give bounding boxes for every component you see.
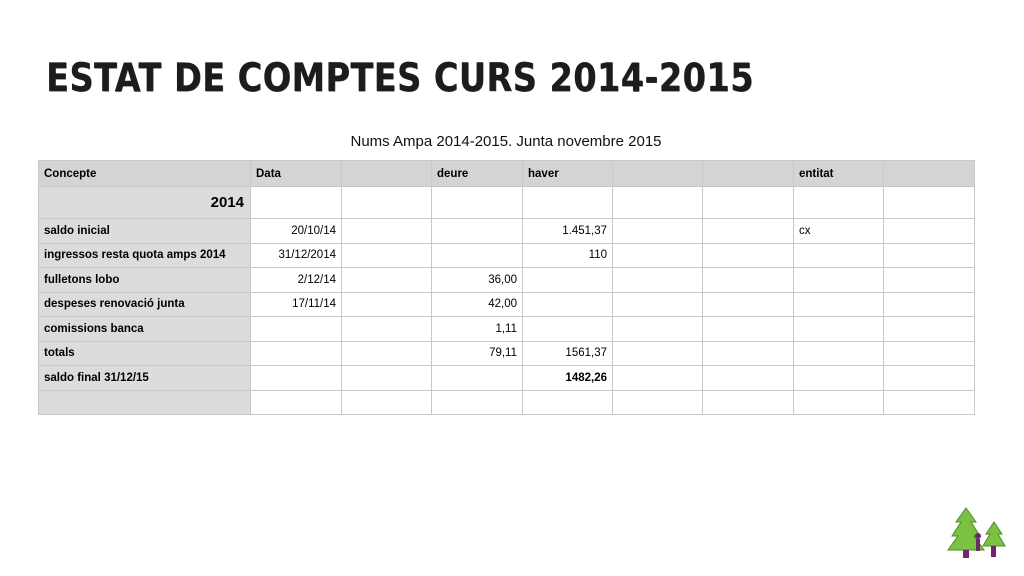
header-empty-4 xyxy=(884,161,975,187)
concepte-cell: saldo inicial xyxy=(39,219,251,244)
cell xyxy=(342,187,432,219)
table-row xyxy=(39,390,975,415)
cell xyxy=(884,317,975,342)
concepte-cell: totals xyxy=(39,341,251,366)
table-row xyxy=(39,341,975,366)
cell xyxy=(613,292,703,317)
haver-cell: 1482,26 xyxy=(523,366,613,391)
cell xyxy=(884,341,975,366)
haver-cell: 1561,37 xyxy=(523,341,613,366)
table-row xyxy=(39,268,975,293)
cell xyxy=(342,390,432,415)
cell xyxy=(342,292,432,317)
table-caption: Nums Ampa 2014-2015. Junta novembre 2015 xyxy=(350,133,662,150)
cell xyxy=(884,219,975,244)
deure-cell: 36,00 xyxy=(432,268,523,293)
cell xyxy=(523,187,613,219)
cell xyxy=(613,219,703,244)
header-row xyxy=(39,161,975,187)
header-entitat: entitat xyxy=(794,161,884,187)
slide-title: ESTAT DE COMPTES CURS 2014-2015 xyxy=(46,56,754,101)
data-cell xyxy=(251,366,342,391)
entitat-cell xyxy=(794,317,884,342)
header-deure: deure xyxy=(432,161,523,187)
header-empty-3 xyxy=(703,161,794,187)
data-cell xyxy=(251,317,342,342)
cell xyxy=(703,366,794,391)
cell xyxy=(613,390,703,415)
year-label: 2014 xyxy=(39,187,251,219)
cell xyxy=(794,187,884,219)
header-empty-1 xyxy=(342,161,432,187)
data-cell: 17/11/14 xyxy=(251,292,342,317)
cell xyxy=(703,292,794,317)
deure-cell: 1,11 xyxy=(432,317,523,342)
concepte-cell: saldo final 31/12/15 xyxy=(39,366,251,391)
cell xyxy=(703,243,794,268)
table-row xyxy=(39,366,975,391)
haver-cell: 110 xyxy=(523,243,613,268)
data-cell: 2/12/14 xyxy=(251,268,342,293)
cell xyxy=(884,243,975,268)
table-row xyxy=(39,292,975,317)
concepte-cell: ingressos resta quota amps 2014 xyxy=(39,243,251,268)
accounts-table xyxy=(38,160,975,415)
cell xyxy=(432,187,523,219)
table-row xyxy=(39,219,975,244)
deure-cell xyxy=(432,219,523,244)
entitat-cell xyxy=(794,390,884,415)
table-row xyxy=(39,317,975,342)
trees-with-child-icon xyxy=(944,506,1010,560)
deure-cell xyxy=(432,390,523,415)
data-cell: 31/12/2014 xyxy=(251,243,342,268)
year-row xyxy=(39,187,975,219)
entitat-cell xyxy=(794,243,884,268)
entitat-cell xyxy=(794,292,884,317)
cell xyxy=(342,268,432,293)
haver-cell xyxy=(523,292,613,317)
haver-cell xyxy=(523,390,613,415)
cell xyxy=(703,187,794,219)
cell xyxy=(613,317,703,342)
cell xyxy=(613,268,703,293)
table-body xyxy=(39,219,975,415)
cell xyxy=(342,341,432,366)
entitat-cell xyxy=(794,341,884,366)
cell xyxy=(342,317,432,342)
cell xyxy=(884,366,975,391)
haver-cell: 1.451,37 xyxy=(523,219,613,244)
cell xyxy=(884,390,975,415)
cell xyxy=(613,243,703,268)
cell xyxy=(703,317,794,342)
cell xyxy=(884,268,975,293)
haver-cell xyxy=(523,317,613,342)
entitat-cell: cx xyxy=(794,219,884,244)
data-cell: 20/10/14 xyxy=(251,219,342,244)
cell xyxy=(342,366,432,391)
haver-cell xyxy=(523,268,613,293)
cell xyxy=(703,219,794,244)
cell xyxy=(703,341,794,366)
data-cell xyxy=(251,390,342,415)
concepte-cell: despeses renovació junta xyxy=(39,292,251,317)
cell xyxy=(884,292,975,317)
data-cell xyxy=(251,341,342,366)
cell xyxy=(884,187,975,219)
entitat-cell xyxy=(794,366,884,391)
concepte-cell: comissions banca xyxy=(39,317,251,342)
header-concepte: Concepte xyxy=(39,161,251,187)
deure-cell: 79,11 xyxy=(432,341,523,366)
concepte-cell xyxy=(39,390,251,415)
table-row xyxy=(39,243,975,268)
cell xyxy=(613,366,703,391)
cell xyxy=(342,219,432,244)
deure-cell xyxy=(432,366,523,391)
cell xyxy=(613,187,703,219)
deure-cell xyxy=(432,243,523,268)
cell xyxy=(251,187,342,219)
concepte-cell: fulletons lobo xyxy=(39,268,251,293)
header-data: Data xyxy=(251,161,342,187)
cell xyxy=(703,390,794,415)
cell xyxy=(613,341,703,366)
header-haver: haver xyxy=(523,161,613,187)
deure-cell: 42,00 xyxy=(432,292,523,317)
cell xyxy=(703,268,794,293)
cell xyxy=(342,243,432,268)
header-empty-2 xyxy=(613,161,703,187)
entitat-cell xyxy=(794,268,884,293)
